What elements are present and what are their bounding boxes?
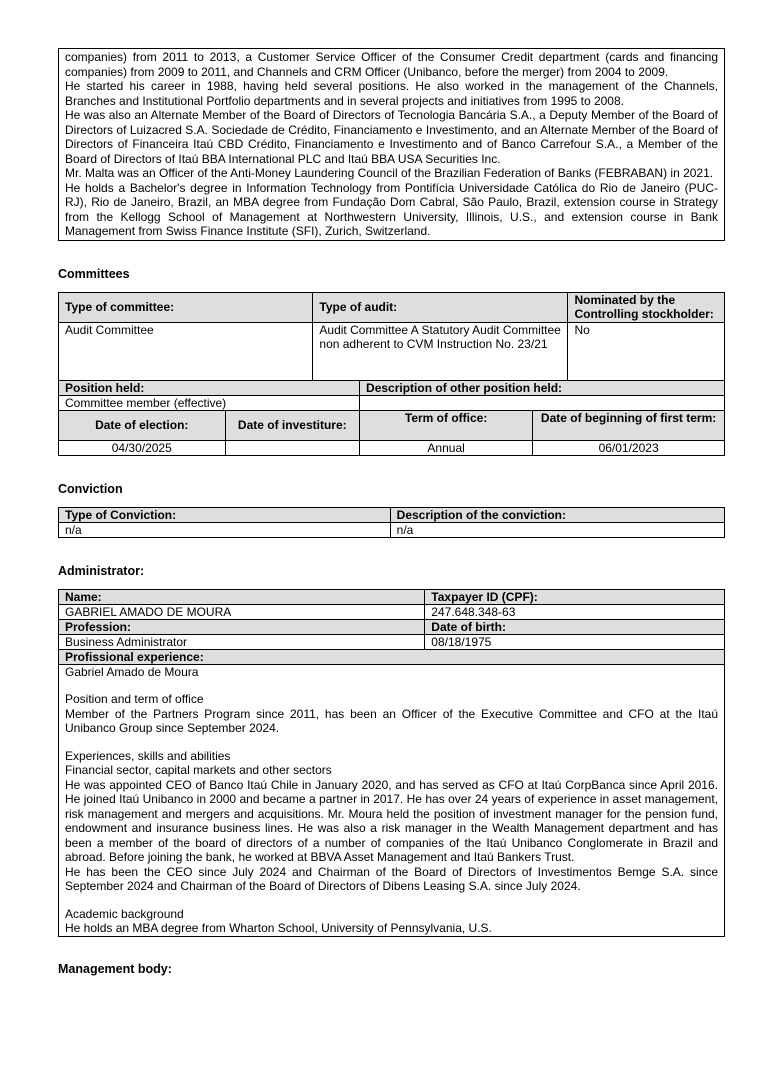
administrator-table [58,589,725,937]
cpf-label: Taxpayer ID (CPF): [425,589,725,604]
experience-label: Profissional experience: [59,649,725,664]
date-election-value: 04/30/2025 [59,440,226,455]
cpf-value: 247.648.348-63 [425,604,725,619]
profession-label: Profession: [59,619,425,634]
position-text: Member of the Partners Program since 2011, has been an Officer of the Executive Committee and CFO at the Itaú Unibanco Group since September 2024. [65,706,718,735]
nominated-value: No [568,322,725,380]
name-value: GABRIEL AMADO DE MOURA [59,604,425,619]
conviction-description-value: n/a [390,522,724,537]
bio-continued-box [58,48,725,241]
bio-paragraph: He holds a Bachelor's degree in Information Technology from Pontifícia Universidade Católica do Rio de Janeiro (PUC-RJ), Rio de Janeiro, Brazil, an MBA degree from Fundação Dom Cabral, São Paulo, Brazil, extension course in Strategy from the Kellogg School of Management at Northwestern University, Illinois, U.S., and extension course in Bank Management from Swiss Finance Institute (SFI), Zurich, Switzerland. [65,180,718,238]
academic-heading: Academic background [65,906,184,921]
date-investiture-label: Date of investiture: [225,410,360,440]
date-investiture-value [225,440,360,455]
date-first-term-value: 06/01/2023 [533,440,725,455]
bio-paragraph: Mr. Malta was an Officer of the Anti-Money Laundering Council of the Brazilian Federation of Banks (FEBRABAN) in 2021. [65,166,714,180]
committees-table [58,292,725,381]
description-other-value [360,395,725,410]
conviction-title: Conviction [58,481,123,496]
position-held-value: Committee member (effective) [59,395,360,410]
bio-paragraph: He was also an Alternate Member of the Board of Directors of Tecnologia Bancária S.A., a Deputy Member of the Board of Directors of Luizacred S.A. Sociedade de Crédito, Financiamento e Investimento, and an Alternate Member of the Board of Directors of Financeira Itaú CBD Crédito, Financiamento e Investimento and of Banco Carrefour S.A., a Member of the Board of Directors of Itaú BBA International PLC and Itaú BBA USA Securities Inc. [65,108,718,166]
skills-subheading: Financial sector, capital markets and other sectors [65,763,332,777]
date-first-term-label: Date of beginning of first term: [533,410,725,440]
dob-value: 08/18/1975 [425,634,725,649]
dob-label: Date of birth: [425,619,725,634]
date-election-label: Date of election: [59,410,226,440]
conviction-type-value: n/a [59,522,391,537]
description-other-label: Description of other position held: [360,380,725,395]
skills-text: He was appointed CEO of Banco Itaú Chile in January 2020, and has served as CFO at Itaú CorpBanca since April 2016. He joined Itaú Unibanco in 2000 and became a partner in 2017. He has over 24 years of experience in asset management, risk management and mergers and acquisitions. Mr. Moura held the position of investment manager for the pension fund, endowment and insurance business lines. He was also a risk manager in the Wealth Management department and has been a member of the board of directors of a number of companies of the Itaú Unibanco Conglomerate in Brazil and abroad. Before joining the bank, he worked at BBVA Asset Management and Itaú Bankers Trust. [65,777,718,864]
conviction-type-label: Type of Conviction: [59,507,391,522]
document-page [58,48,725,976]
profession-value: Business Administrator [59,634,425,649]
type-of-committee-value: Audit Committee [59,322,313,380]
academic-text: He holds an MBA degree from Wharton School, University of Pennsylvania, U.S. [65,921,492,935]
committees-title: Committees [58,266,130,281]
position-held-label: Position held: [59,380,360,395]
skills-heading: Experiences, skills and abilities [65,748,231,763]
position-heading: Position and term of office [65,692,204,706]
type-of-audit-label: Type of audit: [313,292,568,322]
committees-position-table [58,380,725,456]
bio-paragraph: companies) from 2011 to 2013, a Customer Service Officer of the Consumer Credit department (cards and financing companies) from 2009 to 2011, and Channels and CRM Officer (Unibanco, before the merger) from 2004 to 2009. [65,50,718,79]
administrator-title: Administrator: [58,563,145,578]
term-value: Annual [360,440,533,455]
management-body-title: Management body: [58,961,172,976]
conviction-table [58,507,725,538]
experience-name: Gabriel Amado de Moura [65,664,199,679]
name-label: Name: [59,589,425,604]
type-of-audit-value: Audit Committee A Statutory Audit Committee non adherent to CVM Instruction No. 23/21 [313,322,568,380]
bio-paragraph: He started his career in 1988, having held several positions. He also worked in the management of the Channels, Branches and Institutional Portfolio departments and in several projects and initiatives from 1995 to 2008. [65,79,718,108]
skills-text: He has been the CEO since July 2024 and Chairman of the Board of Directors of Investimentos Bemge S.A. since September 2024 and Chairman of the Board of Directors of Dibens Leasing S.A. since July 2024. [65,864,718,893]
type-of-committee-label: Type of committee: [59,292,313,322]
experience-cell [59,664,725,936]
conviction-description-label: Description of the conviction: [390,507,724,522]
term-label: Term of office: [360,410,533,440]
nominated-label: Nominated by the Controlling stockholder: [568,292,725,322]
